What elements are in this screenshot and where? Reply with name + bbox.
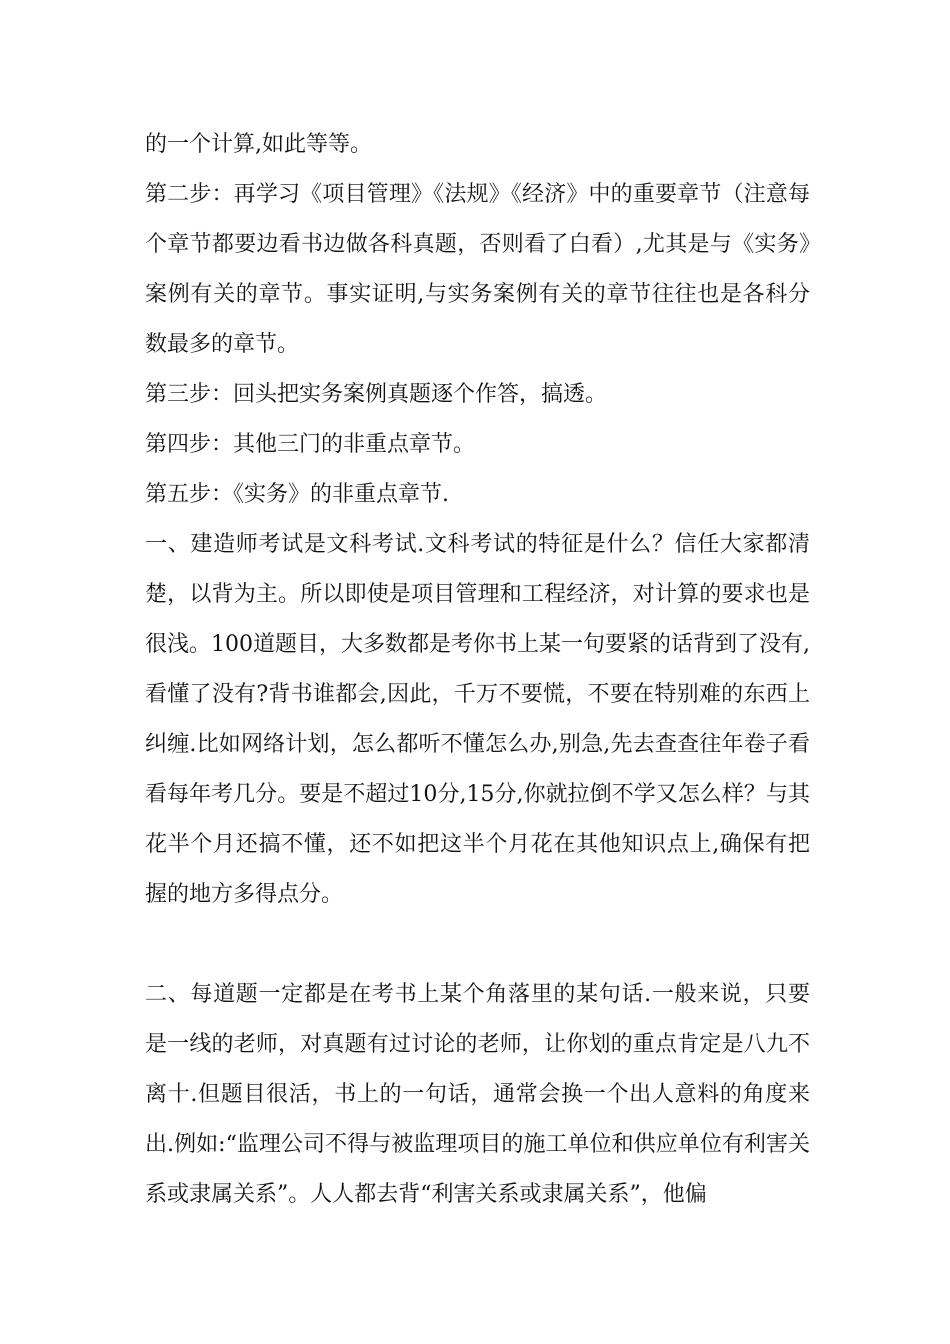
paragraph-step-three: 第三步：回头把实务案例真题逐个作答，搞透。 [145,382,608,407]
paragraph-step-two: 第二步：再学习《项目管理》《法规》《经济》中的重要章节（注意每个章节都要边看书边做各科真题，否则看了白看）,尤其是与《实务》案例有关的章节。事实证明,与实务案例有关的章节往往也是各科分数最多的章节。 [145,182,810,357]
paragraph-continuation: 的一个计算,如此等等。 [145,132,372,157]
paragraph-step-four: 第四步：其他三门的非重点章节。 [145,432,476,457]
paragraph-section-two: 二、每道题一定都是在考书上某个角落里的某句话.一般来说，只要是一线的老师，对真题有过讨论的老师，让你划的重点肯定是八九不离十.但题目很活，书上的一句话，通常会换一个出人意料的角度来出.例如:“监理公司不得与被监理项目的施工单位和供应单位有利害关系或隶属关系”。人人都去背“利害关系或隶属关系”，他偏 [145,982,810,1207]
document-body [145,120,810,1220]
paragraph-section-one: 一、建造师考试是文科考试.文科考试的特征是什么？信任大家都清楚，以背为主。所以即使是项目管理和工程经济，对计算的要求也是很浅。100道题目，大多数都是考你书上某一句要紧的话背到了没有,看懂了没有?背书谁都会,因此，千万不要慌，不要在特别难的东西上纠缠.比如网络计划，怎么都听不懂怎么办,别急,先去查查往年卷子看看每年考几分。要是不超过10分,15分,你就拉倒不学又怎么样？与其花半个月还搞不懂，还不如把这半个月花在其他知识点上,确保有把握的地方多得点分。 [145,532,810,907]
blank-line [145,920,810,970]
paragraph-step-five: 第五步：《实务》的非重点章节. [145,482,449,507]
